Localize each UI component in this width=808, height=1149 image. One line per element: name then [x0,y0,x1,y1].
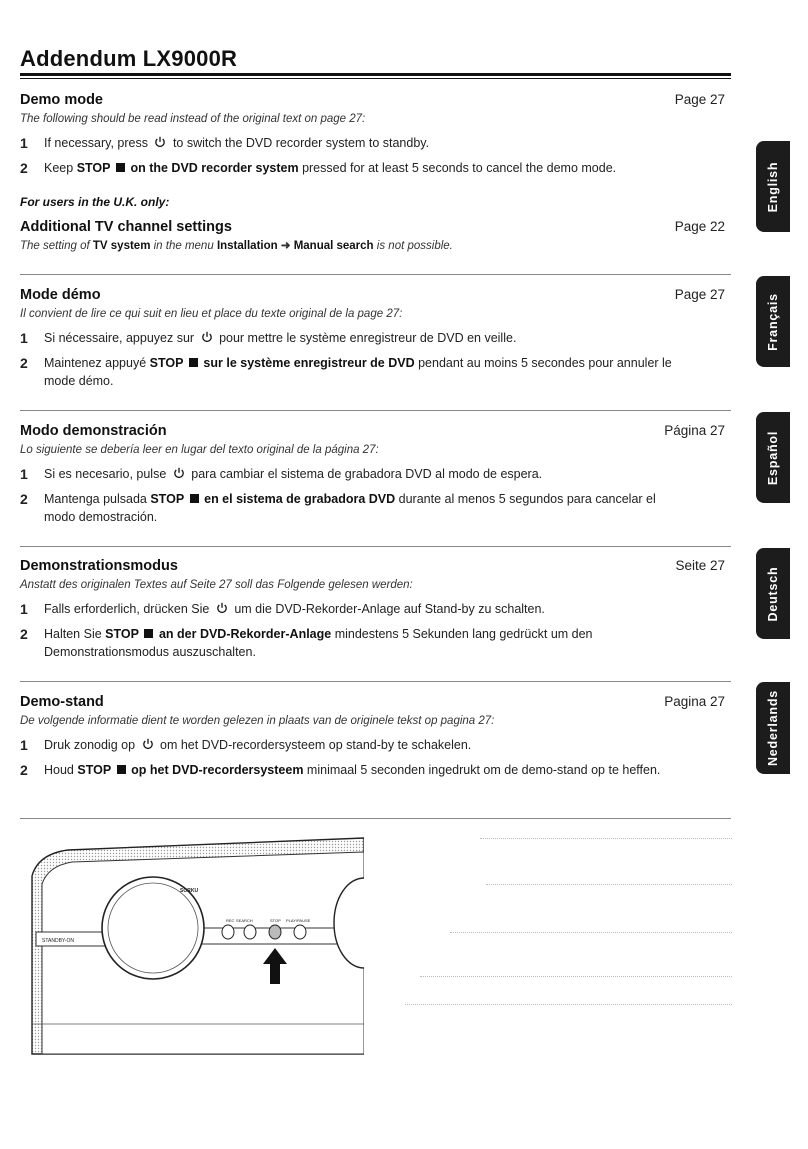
subtitle-bold: Manual search [293,240,374,252]
section-divider [20,681,731,682]
section-title: Mode démo [20,287,101,303]
section-demo-stand [20,694,731,779]
step-number: 1 [20,330,28,346]
step-1 [20,736,684,754]
section-title: Additional TV channel settings [20,219,232,235]
step-2 [20,159,684,177]
step-text: pendant au moins 5 secondes pour annuler le mode démo. [44,356,672,388]
step-number: 1 [20,466,28,482]
step-2 [20,354,684,390]
stop-button [269,925,281,939]
stop-square-icon [116,163,125,172]
step-number: 2 [20,762,28,778]
play-pause-label: PLAY/PAUSE [286,918,311,923]
section-title: Modo demonstración [20,423,167,439]
step-number: 2 [20,160,28,176]
tab-label: Nederlands [766,689,780,767]
step-text: to switch the DVD recorder system to standby. [172,136,430,150]
section-subtitle: Anstatt des originalen Textes auf Seite 27 soll das Folgende gelesen werden: [20,579,413,591]
title-rule-thick [20,73,731,76]
step-text: Si es necesario, pulse [44,467,167,481]
step-2 [20,761,684,779]
section-title: Demonstrationsmodus [20,558,178,574]
tab-label: Deutsch [766,566,780,621]
subtitle-bold: Installation [216,240,278,252]
subtitle-text: The setting of [20,240,90,252]
step-text: Halten Sie [44,627,102,641]
standby-label: STANDBY-ON [42,938,74,944]
stop-button-label: STOP [270,918,281,923]
rec-label: REC [226,918,235,923]
power-icon [216,602,228,614]
step-text: Si nécessaire, appuyez sur [44,331,195,345]
stop-label: STOP [150,492,185,506]
step-text: durante al menos 5 segundos para cancelar el modo demostración. [44,492,656,524]
step-text: om het DVD-recordersysteem op stand-by te schakelen. [160,738,472,752]
section-title: Demo-stand [20,694,104,710]
tab-francais [756,276,790,367]
search-label: SEARCH [236,918,253,923]
step-bold-text: an der DVD-Rekorder-Anlage [158,627,332,641]
step-text: um die DVD-Rekorder-Anlage auf Stand-by zu schalten. [234,602,545,616]
dotted-line [486,884,732,885]
step-number: 1 [20,737,28,753]
section-subtitle: De volgende informatie dient te worden gelezen in plaats van de originele tekst op pagina 27: [20,715,495,727]
stop-square-icon [144,629,153,638]
step-text: Druk zonodig op [44,738,136,752]
search-button [244,925,256,939]
step-number: 2 [20,626,28,642]
section-additional-tv [20,219,731,254]
step-text: pressed for at least 5 seconds to cancel the demo mode. [302,161,617,175]
title-rule-thin [20,78,731,79]
section-title: Demo mode [20,92,103,108]
step-number: 1 [20,601,28,617]
section-demo-mode [20,92,731,177]
model-label: SORKU [180,888,199,894]
step-text: If necessary, press [44,136,148,150]
dotted-line [405,1004,732,1005]
page-title: Addendum LX9000R [20,46,238,71]
section-divider [20,546,731,547]
step-number: 2 [20,355,28,371]
step-text: para cambiar el sistema de grabadora DVD al modo de espera. [191,467,543,481]
step-text: minimaal 5 seconden ingedrukt om de demo-stand op te heffen. [306,763,661,777]
rec-button [222,925,234,939]
subtitle-text: in the menu [153,240,214,252]
stop-square-icon [189,358,198,367]
arrow-icon: ➜ [280,240,291,252]
dotted-line [450,932,732,933]
step-number: 2 [20,491,28,507]
page-reference: Page 27 [674,92,725,107]
section-subtitle: Il convient de lire ce qui suit en lieu et place du texte original de la page 27: [20,308,403,320]
dvd-recorder-illustration [28,828,364,1058]
tab-english [756,141,790,232]
step-text: Keep [44,161,74,175]
section-modo-demostracion [20,423,731,526]
step-2 [20,490,684,526]
page-reference: Page 22 [674,219,725,234]
uk-note: For users in the U.K. only: [20,195,170,209]
step-text: Falls erforderlich, drücken Sie [44,602,210,616]
step-2 [20,625,684,661]
tab-label: Français [766,292,780,351]
tab-espanol [756,412,790,503]
page-reference: Pagina 27 [664,694,725,709]
stop-square-icon [190,494,199,503]
tab-nederlands [756,682,790,774]
power-icon [201,331,213,343]
tab-label: English [766,161,780,212]
step-text: Mantenga pulsada [44,492,147,506]
section-subtitle: The following should be read instead of the original text on page 27: [20,113,366,125]
step-number: 1 [20,135,28,151]
stop-label: STOP [105,627,139,641]
step-text: Houd [44,763,74,777]
section-divider [20,410,731,411]
step-1 [20,329,684,347]
page-reference: Seite 27 [675,558,725,573]
stop-label: STOP [149,356,184,370]
step-bold-text: en el sistema de grabadora DVD [204,492,396,506]
section-divider [20,818,731,819]
power-icon [154,136,166,148]
section-divider [20,274,731,275]
step-bold-text: on the DVD recorder system [130,161,299,175]
section-demonstrationsmodus [20,558,731,661]
power-icon [173,467,185,479]
stop-label: STOP [77,763,112,777]
step-bold-text: sur le système enregistreur de DVD [203,356,415,370]
page-reference: Page 27 [674,287,725,302]
power-icon [142,738,154,750]
section-subtitle [20,239,731,254]
tab-deutsch [756,548,790,639]
step-text: mindestens 5 Sekunden lang gedrückt um den Demonstrationsmodus auszuschalten. [44,627,593,659]
stop-label: STOP [76,161,111,175]
step-1 [20,600,684,618]
tab-label: Español [766,430,780,485]
step-text: pour mettre le système enregistreur de DVD en veille. [219,331,517,345]
subtitle-text: is not possible. [376,240,453,252]
page-reference: Página 27 [664,423,725,438]
section-subtitle: Lo siguiente se debería leer en lugar del texto original de la página 27: [20,444,379,456]
stop-square-icon [117,765,126,774]
step-1 [20,134,684,152]
subtitle-bold: TV system [92,240,151,252]
step-bold-text: op het DVD-recordersysteem [131,763,304,777]
section-mode-demo [20,287,731,390]
play-pause-button [294,925,306,939]
step-text: Maintenez appuyé [44,356,147,370]
dotted-line [420,976,732,977]
step-1 [20,465,684,483]
dotted-line [480,838,732,839]
